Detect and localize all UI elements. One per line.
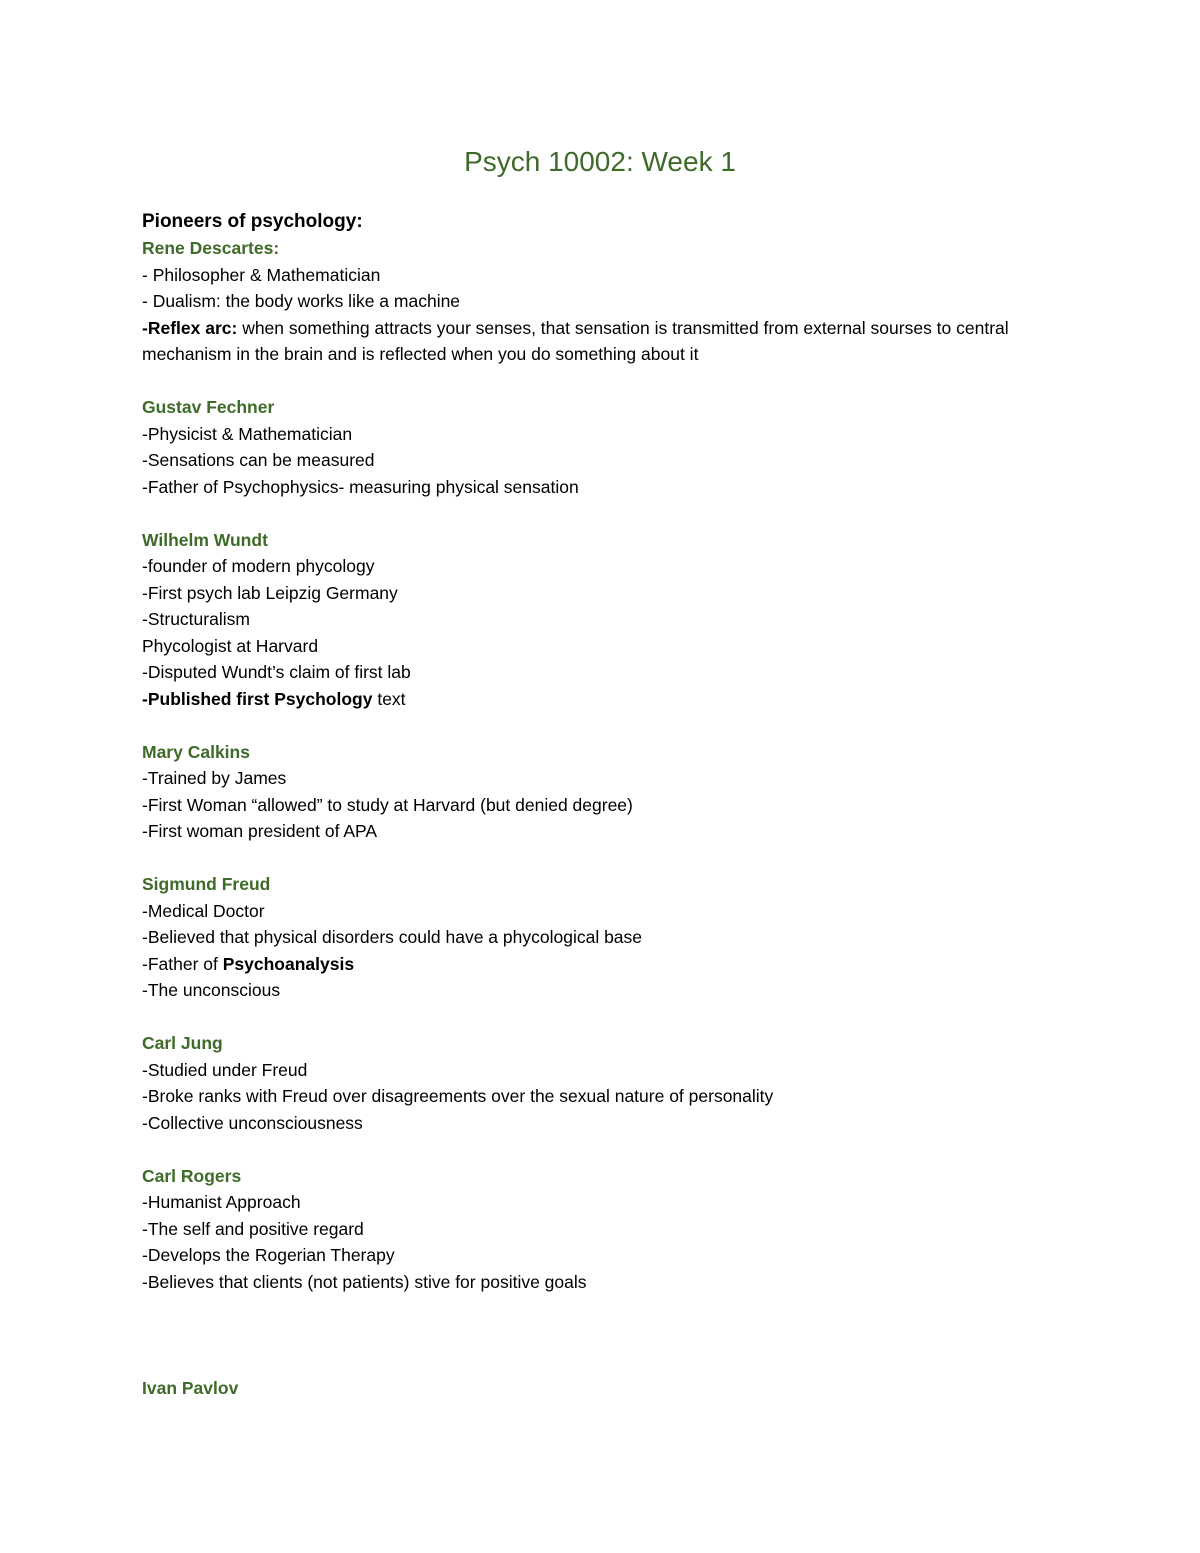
note-text: -Humanist Approach (142, 1192, 301, 1212)
note-text: -Collective unconsciousness (142, 1112, 363, 1133)
note-line (142, 288, 1072, 315)
note-text: -First woman president of APA (142, 821, 378, 841)
section-spacer (142, 1322, 1072, 1375)
note-text: -founder of modern phycology (142, 556, 375, 576)
person-name: Gustav Fechner (142, 397, 275, 417)
note-line (142, 792, 1072, 819)
note-line (142, 633, 1072, 660)
bold-text: Psychoanalysis (222, 953, 355, 974)
note-text: - Philosopher & Mathematician (142, 264, 381, 285)
person-name: Rene Descartes: (142, 238, 280, 258)
note-text: -Father of (142, 953, 223, 974)
note-text: -First psych lab Leipzig Germany (142, 582, 398, 603)
note-text: -Studied under Freud (142, 1059, 308, 1080)
note-text: -Believes that clients (not patients) stive for positive goals (142, 1271, 587, 1292)
note-text: -Trained by James (142, 768, 287, 788)
note-text: -The unconscious (142, 980, 281, 1000)
person-section (142, 235, 1072, 368)
note-line (142, 474, 1072, 501)
note-text: -Broke ranks with Freud over disagreements over the sexual nature of personality (142, 1086, 774, 1106)
people-list (142, 235, 1072, 1401)
note-text: - Dualism: the body works like a machine (142, 291, 461, 311)
note-text: Phycologist at Harvard (142, 635, 319, 656)
note-line (142, 262, 1072, 289)
note-text: -Father of Psychophysics- measuring physical sensation (142, 476, 579, 497)
note-line (142, 1083, 1072, 1110)
person-name: Carl Rogers (142, 1165, 242, 1186)
person-name: Mary Calkins (142, 741, 250, 762)
note-text: -Medical Doctor (142, 900, 265, 921)
note-line (142, 315, 1072, 368)
note-text: -Disputed Wundt’s claim of first lab (142, 662, 411, 682)
note-line (142, 1242, 1072, 1269)
note-text: -First Woman “allowed” to study at Harvard (but denied degree) (142, 794, 633, 815)
note-line (142, 1057, 1072, 1084)
bold-text: -Reflex arc: (142, 317, 238, 338)
person-section (142, 739, 1072, 845)
person-name: Sigmund Freud (142, 874, 271, 894)
note-line (142, 421, 1072, 448)
note-text: -Sensations can be measured (142, 450, 375, 470)
note-line (142, 924, 1072, 951)
person-section (142, 527, 1072, 713)
person-name: Ivan Pavlov (142, 1377, 239, 1398)
bold-text: -Published first Psychology (142, 688, 373, 709)
note-line (142, 818, 1072, 845)
note-line (142, 1269, 1072, 1296)
note-line (142, 606, 1072, 633)
person-section (142, 1030, 1072, 1136)
person-name: Carl Jung (142, 1033, 223, 1053)
person-section (142, 1163, 1072, 1296)
document-title: Psych 10002: Week 1 (464, 146, 736, 177)
note-line (142, 1216, 1072, 1243)
person-section (142, 1375, 1072, 1402)
note-text: text (372, 688, 406, 709)
note-text: -Develops the Rogerian Therapy (142, 1245, 395, 1265)
note-line (142, 659, 1072, 686)
note-line (142, 1189, 1072, 1216)
person-name: Wilhelm Wundt (142, 529, 268, 550)
note-line (142, 765, 1072, 792)
note-text: -The self and positive regard (142, 1218, 364, 1239)
note-line (142, 447, 1072, 474)
section-heading: Pioneers of psychology: (142, 211, 363, 232)
person-section (142, 394, 1072, 500)
note-line (142, 977, 1072, 1004)
note-text: -Structuralism (142, 609, 250, 629)
note-text: -Believed that physical disorders could have a phycological base (142, 927, 643, 947)
note-text: when something attracts your senses, that sensation is transmitted from external sourses to central mechanism in the brain and is reflected when you do something about it (142, 317, 1009, 364)
note-line (142, 553, 1072, 580)
note-text: -Physicist & Mathematician (142, 423, 353, 444)
note-line (142, 951, 1072, 978)
person-section (142, 871, 1072, 1004)
note-line (142, 1110, 1072, 1137)
document-body (142, 208, 1072, 1428)
note-line (142, 686, 1072, 713)
note-line (142, 898, 1072, 925)
note-line (142, 580, 1072, 607)
